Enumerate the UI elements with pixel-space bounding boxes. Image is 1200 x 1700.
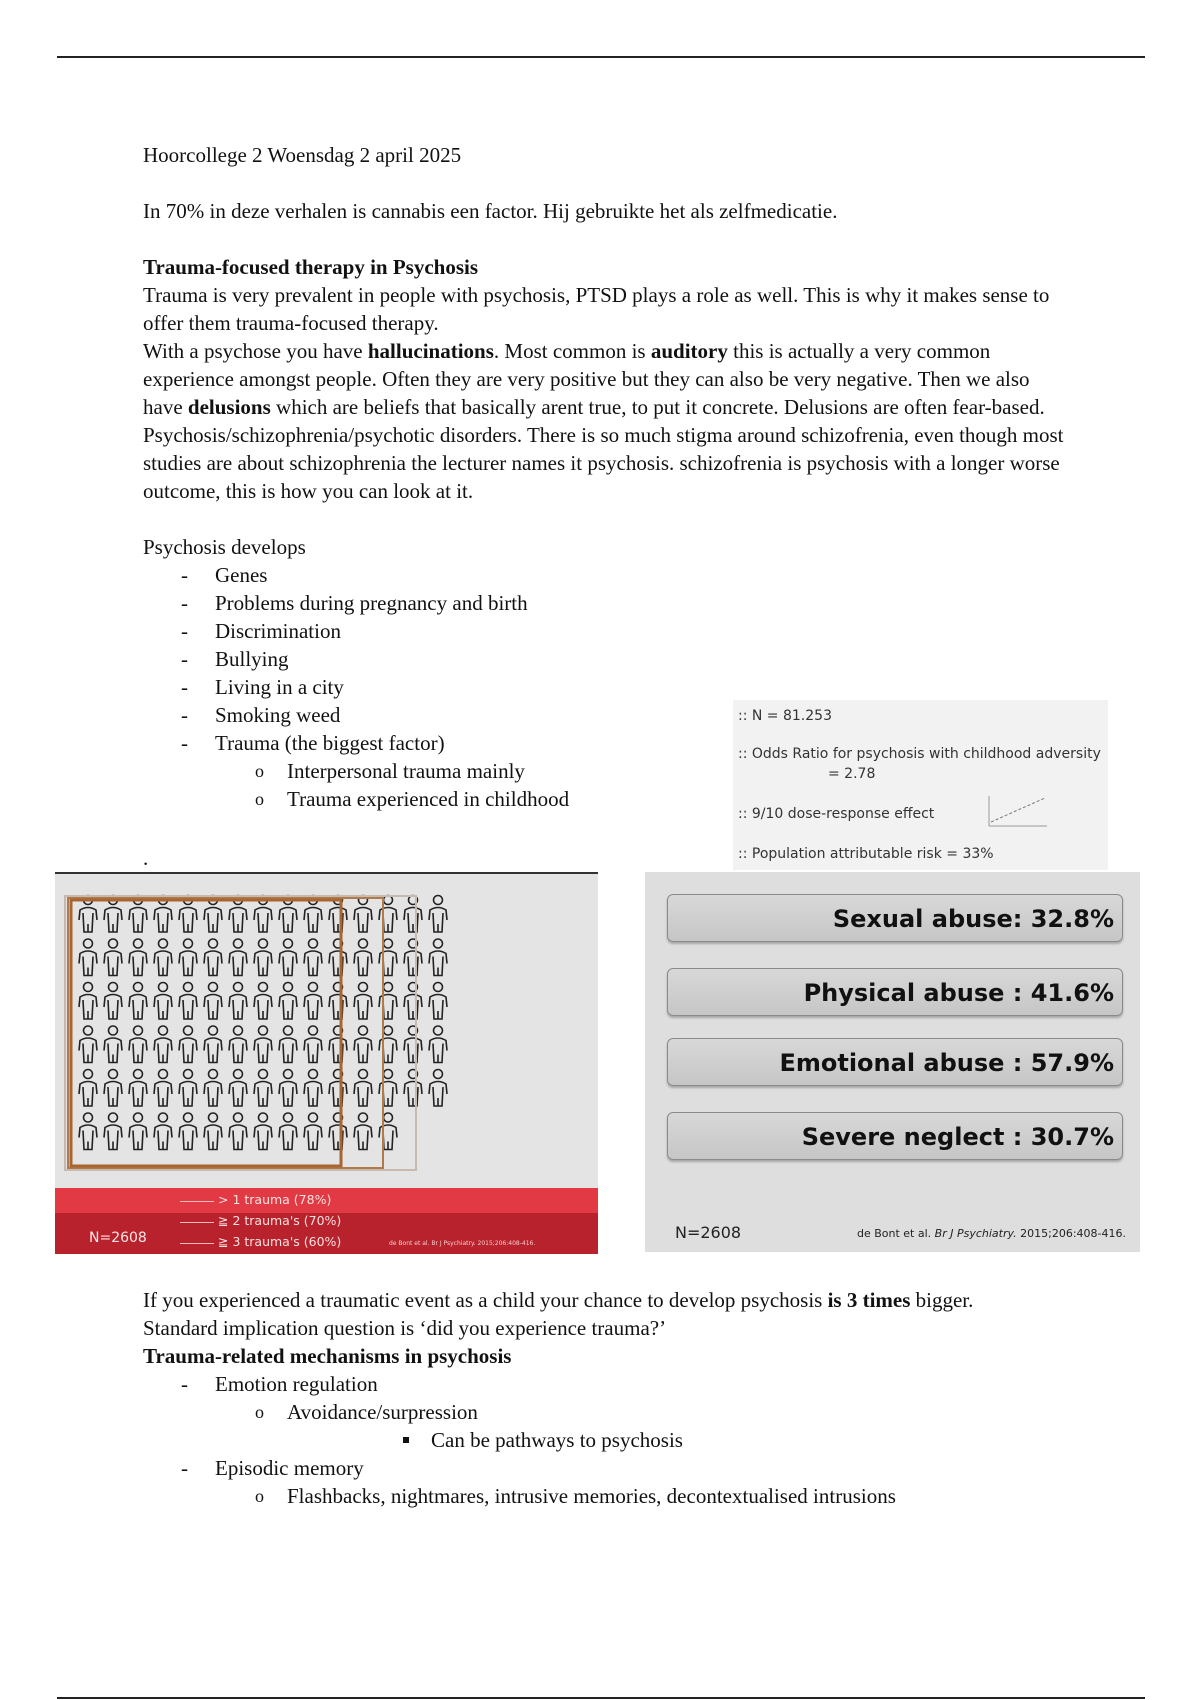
list-item: - Genes [143, 561, 1073, 589]
legend-entry: > 1 trauma (78%) [218, 1192, 332, 1207]
person-icon [79, 939, 97, 976]
sublist [143, 1398, 1073, 1454]
person-icon [254, 939, 272, 976]
list-item: o Trauma experienced in childhood [215, 785, 1073, 813]
legend-entry: ≧ 3 trauma's (60%) [218, 1234, 342, 1249]
person-icon [104, 1070, 122, 1107]
person-icon [304, 939, 322, 976]
section-heading-trauma-therapy: Trauma-focused therapy in Psychosis [143, 255, 479, 279]
list-item: - Living in a city [143, 673, 1073, 701]
section-heading-mechanisms: Trauma-related mechanisms in psychosis [143, 1344, 512, 1368]
person-icon [379, 1026, 397, 1063]
top-rule [57, 56, 1145, 58]
person-icon [329, 983, 347, 1020]
page-title: Hoorcollege 2 Woensdag 2 april 2025 [143, 143, 462, 167]
person-icon [179, 939, 197, 976]
citation: de Bont et al. Br J Psychiatry. 2015;206:408-416. [389, 1240, 536, 1247]
person-icon [204, 1070, 222, 1107]
citation-ref: 2015;206:408-416. [1016, 1227, 1126, 1240]
person-icon [179, 1026, 197, 1063]
person-icon [129, 939, 147, 976]
develops-title: Psychosis develops [143, 535, 306, 559]
person-icon [254, 1070, 272, 1107]
person-icon [429, 983, 447, 1020]
person-icon [254, 1026, 272, 1063]
person-icon [404, 896, 422, 933]
person-icon [229, 939, 247, 976]
intro-paragraph: In 70% in deze verhalen is cannabis een factor. Hij gebruikte het als zelfmedicatie. [143, 199, 838, 223]
document-body-2 [143, 1286, 1073, 1510]
person-icon [429, 896, 447, 933]
person-icon [179, 1113, 197, 1150]
text-run: If you experienced a traumatic event as a child your chance to develop psychosis [143, 1288, 828, 1312]
paragraph-prevalence: Trauma is very prevalent in people with psychosis, PTSD plays a role as well. This is why it makes sense to offer them trauma-focused therapy. [143, 283, 1050, 335]
person-icon [329, 1070, 347, 1107]
person-icon [229, 1026, 247, 1063]
stat-n: :: N = 81.253 [738, 708, 832, 724]
person-icon [354, 983, 372, 1020]
citation-journal: Br J Psychiatry. [934, 1227, 1017, 1240]
list-item: o Flashbacks, nightmares, intrusive memories, decontextualised intrusions [215, 1482, 1073, 1510]
person-icon [304, 1026, 322, 1063]
list-item: - Bullying [143, 645, 1073, 673]
paragraph-implication: Standard implication question is ‘did you experience trauma?’ [143, 1316, 667, 1340]
stat-dose: :: 9/10 dose-response effect [738, 806, 935, 822]
person-icon [129, 1070, 147, 1107]
person-icon [229, 1070, 247, 1107]
person-icon [254, 1113, 272, 1150]
person-icon [204, 1113, 222, 1150]
person-icon [279, 983, 297, 1020]
person-icon [104, 939, 122, 976]
term-delusions: delusions [187, 395, 271, 419]
person-icon [429, 1070, 447, 1107]
text-run: bigger. [910, 1288, 974, 1312]
list-item-label: Episodic memory [215, 1456, 364, 1480]
person-icon [329, 1026, 347, 1063]
text-run: which are beliefs that basically arent true, to put it concrete. Delusions are often fear-based. [270, 395, 1045, 419]
person-icon [354, 1026, 372, 1063]
person-icon [379, 939, 397, 976]
person-icon [354, 1113, 372, 1150]
mechanisms-list [143, 1370, 1073, 1510]
person-icon [379, 896, 397, 933]
stat-par: :: Population attributable risk = 33% [738, 846, 994, 862]
person-icon [79, 1113, 97, 1150]
citation [857, 1227, 1126, 1240]
term-auditory: auditory [650, 339, 728, 363]
bar-severe-neglect: Severe neglect : 30.7% [667, 1112, 1123, 1160]
stat-odds-value: = 2.78 [828, 766, 876, 782]
list-item [143, 1370, 1073, 1454]
person-icon [279, 1026, 297, 1063]
person-icon [154, 1113, 172, 1150]
person-icon [429, 939, 447, 976]
person-icon [379, 1070, 397, 1107]
person-icon [329, 939, 347, 976]
person-icon [404, 939, 422, 976]
legend-line [180, 1222, 214, 1223]
list-item-label: Avoidance/surpression [287, 1400, 478, 1424]
stats-image [733, 700, 1108, 870]
person-icon [154, 983, 172, 1020]
person-icon [179, 983, 197, 1020]
person-icon [204, 1026, 222, 1063]
person-icon [179, 1070, 197, 1107]
bar-physical-abuse: Physical abuse : 41.6% [667, 968, 1123, 1016]
person-icon [304, 1070, 322, 1107]
person-icon [79, 1070, 97, 1107]
person-icon [404, 983, 422, 1020]
person-icon [404, 1070, 422, 1107]
bar-emotional-abuse: Emotional abuse : 57.9% [667, 1038, 1123, 1086]
sublist [143, 1482, 1073, 1510]
list-item: - Trauma (the biggest factor) [143, 729, 1073, 757]
person-icon [304, 983, 322, 1020]
bottom-rule [57, 1697, 1145, 1699]
sample-size: N=2608 [675, 1223, 742, 1242]
paragraph-stigma: Psychosis/schizophrenia/psychotic disorders. There is so much stigma around schizofrenia, even though most studies are about schizophrenia the lecturer names it psychosis. schizofrenia is psychosis with a longer worse outcome, this is how you can look at it. [143, 423, 1064, 503]
text-run: With a psychose you have [143, 339, 368, 363]
person-icon [379, 983, 397, 1020]
paragraph-3-times [143, 1286, 1073, 1314]
person-icon [354, 939, 372, 976]
list-item: - Smoking weed [143, 701, 1073, 729]
person-icon [129, 1113, 147, 1150]
person-icon [79, 983, 97, 1020]
list-item [143, 1454, 1073, 1510]
person-icon [279, 939, 297, 976]
person-icon [429, 1026, 447, 1063]
term-3-times: is 3 times [827, 1288, 911, 1312]
bar-sexual-abuse: Sexual abuse: 32.8% [667, 894, 1123, 942]
person-icon [104, 1113, 122, 1150]
text-run: . Most common is [493, 339, 651, 363]
person-icon [229, 983, 247, 1020]
trauma-pictogram-figure [55, 872, 598, 1254]
person-icon [279, 1070, 297, 1107]
list-item-label: Emotion regulation [215, 1372, 378, 1396]
trauma-box-2-plus [68, 898, 383, 1168]
dose-response-mini-chart [981, 792, 1051, 832]
list-item: Can be pathways to psychosis [359, 1426, 1073, 1454]
person-icon [104, 983, 122, 1020]
person-icon [79, 1026, 97, 1063]
person-icon [304, 1113, 322, 1150]
term-hallucinations: hallucinations [367, 339, 494, 363]
person-icon [404, 1026, 422, 1063]
citation-authors: de Bont et al. [856, 1227, 935, 1240]
person-icon [129, 983, 147, 1020]
legend-entry: ≧ 2 trauma's (70%) [218, 1213, 342, 1228]
paragraph-hallucinations [143, 337, 1073, 421]
person-icon [379, 1113, 397, 1150]
person-icon [204, 983, 222, 1020]
sample-size: N=2608 [89, 1230, 147, 1246]
abuse-prevalence-figure [645, 872, 1140, 1252]
legend-line [180, 1243, 214, 1244]
person-icon [354, 896, 372, 933]
person-icon [154, 1026, 172, 1063]
list-item: - Problems during pregnancy and birth [143, 589, 1073, 617]
person-icon [354, 1070, 372, 1107]
list-item: - Discrimination [143, 617, 1073, 645]
legend-line [180, 1201, 214, 1202]
list-item [215, 1398, 1073, 1454]
people-pictogram [55, 874, 598, 1194]
list-item: o Interpersonal trauma mainly [215, 757, 1073, 785]
subsublist [215, 1426, 1073, 1454]
person-icon [279, 1113, 297, 1150]
person-icon [204, 939, 222, 976]
person-icon [154, 1070, 172, 1107]
text-run: this is actually a very common experience amongst people. Often they are very positive but they can also be very negative. Then we also have [143, 339, 1030, 419]
trailing-dot: . [143, 846, 149, 870]
person-icon [104, 1026, 122, 1063]
person-icon [329, 1113, 347, 1150]
person-icon [129, 1026, 147, 1063]
person-icon [254, 983, 272, 1020]
stat-odds: :: Odds Ratio for psychosis with childhood adversity [738, 746, 1101, 762]
person-icon [154, 939, 172, 976]
person-icon [229, 1113, 247, 1150]
